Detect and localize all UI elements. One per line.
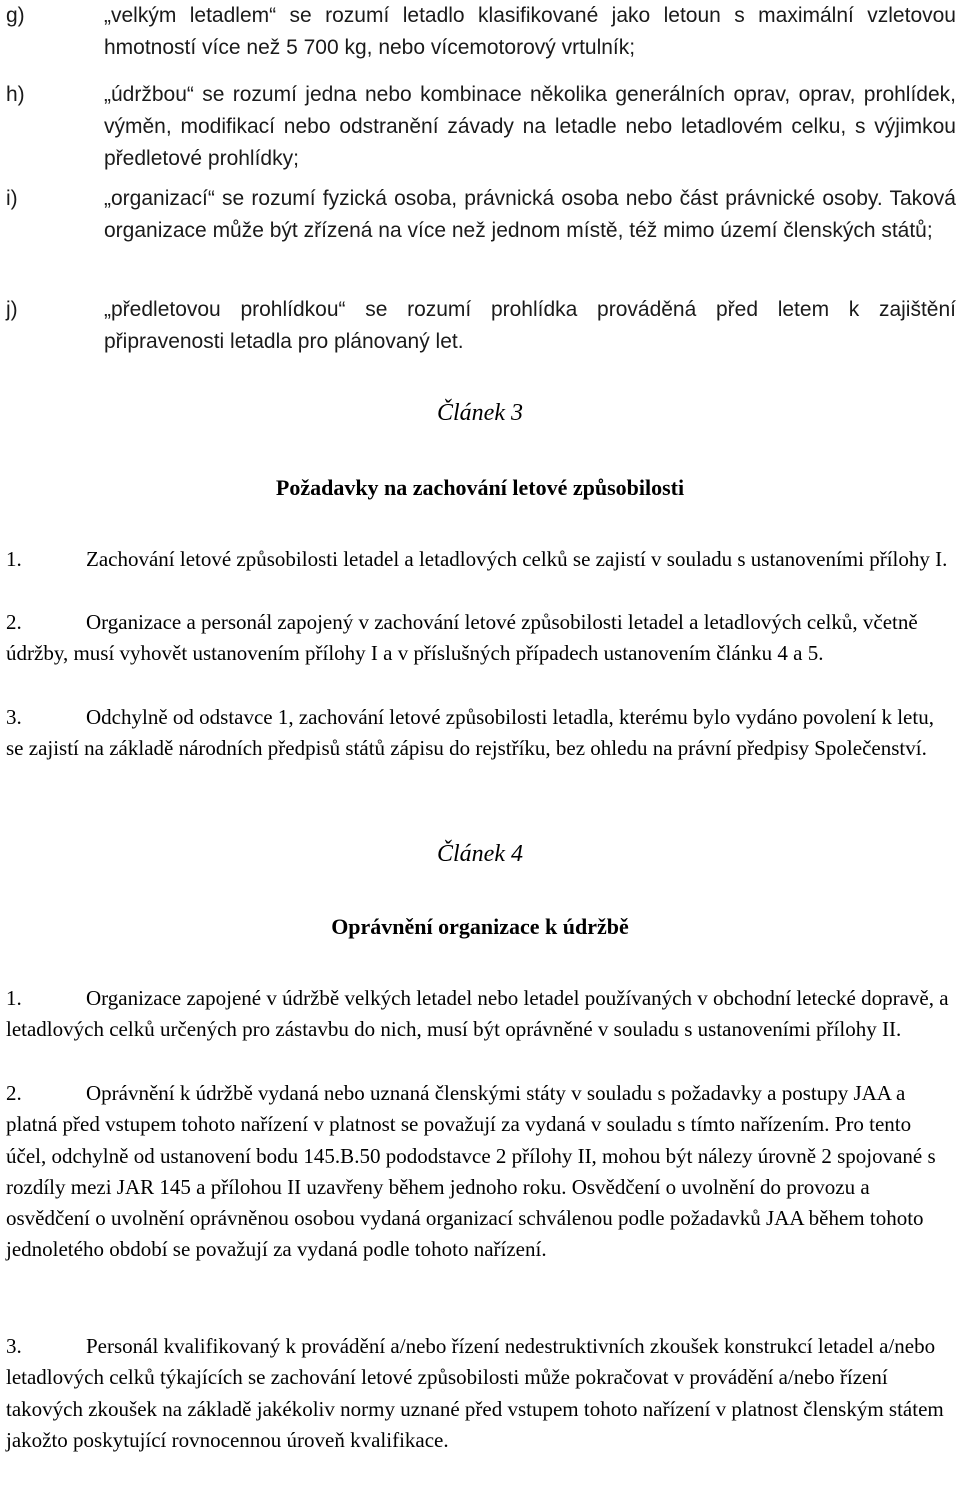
paragraph-number: 1. (6, 986, 22, 1010)
definition-letter: g) (6, 4, 25, 27)
definition-text: „údržbou“ se rozumí jedna nebo kombinace několika generálních oprav, oprav, prohlídek, výměn, modifikací nebo odstranění závady na letadle nebo letadlovém celku, s výjimkou předletové prohlídky; (104, 83, 956, 170)
paragraph-number: 1. (6, 547, 22, 571)
definition-text: „organizací“ se rozumí fyzická osoba, právnická osoba nebo část právnické osoby. Taková organizace může být zřízená na více než jednom místě, též mimo území členských států; (104, 187, 956, 242)
paragraph-text: Zachování letové způsobilosti letadel a letadlových celků se zajistí v souladu s ustanoveními přílohy I. (86, 547, 948, 571)
article-3-paragraph-1 (6, 544, 954, 575)
definition-item-g (6, 0, 956, 64)
paragraph-text: Oprávnění k údržbě vydaná nebo uznaná členskými státy v souladu s požadavky a postupy JAA a platná před vstupem tohoto nařízení v platnost se považují za vydaná v souladu s tímto nařízením. Pro tento účel, odchylně od ustanovení bodu 145.B.50 pododstavce 2 přílohy II, mohou být nálezy úrovně 2 spojované s rozdíly mezi JAR 145 a přílohou II uzavřeny během jednoho roku. Osvědčení o uvolnění do provozu a osvědčení o uvolnění oprávněnou osobou vydaná organizací schválenou podle požadavků JAA během tohoto jednoletého období se považují za vydaná podle tohoto nařízení. (6, 1081, 936, 1262)
article-3-number: Článek 3 (437, 400, 523, 426)
article-3-title: Požadavky na zachování letové způsobilosti (275, 475, 685, 500)
definition-letter: h) (6, 83, 25, 106)
paragraph-number: 2. (6, 1081, 22, 1105)
definition-item-i (6, 183, 956, 247)
paragraph-number: 2. (6, 610, 22, 634)
article-4-paragraph-3 (6, 1331, 954, 1456)
definition-text: „velkým letadlem“ se rozumí letadlo klasifikované jako letoun s maximální vzletovou hmotností více než 5 700 kg, nebo vícemotorový vrtulník; (104, 4, 956, 59)
definition-item-h (6, 79, 956, 175)
definition-letter: i) (6, 187, 18, 210)
paragraph-number: 3. (6, 1334, 22, 1358)
definition-item-j (6, 294, 956, 358)
article-4-title: Oprávnění organizace k údržbě (331, 914, 629, 939)
paragraph-text: Odchylně od odstavce 1, zachování letové způsobilosti letadla, kterému bylo vydáno povolení k letu, se zajistí na základě národních předpisů států zápisu do rejstříku, bez ohledu na právní předpisy Společenství. (6, 705, 934, 761)
article-4-paragraph-1 (6, 983, 954, 1046)
article-4-number: Článek 4 (437, 841, 523, 867)
article-4-paragraph-2 (6, 1078, 954, 1266)
paragraph-number: 3. (6, 705, 22, 729)
article-3-paragraph-3 (6, 702, 954, 765)
definition-letter: j) (6, 298, 18, 321)
article-3-paragraph-2 (6, 607, 954, 670)
paragraph-text: Personál kvalifikovaný k provádění a/nebo řízení nedestruktivních zkoušek konstrukcí letadel a/nebo letadlových celků týkajících se zachování letové způsobilosti může pokračovat v provádění a/nebo řízení takových zkoušek na základě jakékoliv normy uznané před vstupem tohoto nařízení v platnost členským státem jakožto poskytující rovnocennou úroveň kvalifikace. (6, 1334, 944, 1452)
paragraph-text: Organizace a personál zapojený v zachování letové způsobilosti letadel a letadlových celků, včetně údržby, musí vyhovět ustanovením přílohy I a v příslušných případech ustanovením článku 4 a 5. (6, 610, 918, 666)
definition-text: „předletovou prohlídkou“ se rozumí prohlídka prováděná před letem k zajištění připravenosti letadla pro plánovaný let. (104, 298, 956, 353)
paragraph-text: Organizace zapojené v údržbě velkých letadel nebo letadel používaných v obchodní letecké dopravě, a letadlových celků určených pro zástavbu do nich, musí být oprávněné v souladu s ustanoveními přílohy II. (6, 986, 949, 1042)
